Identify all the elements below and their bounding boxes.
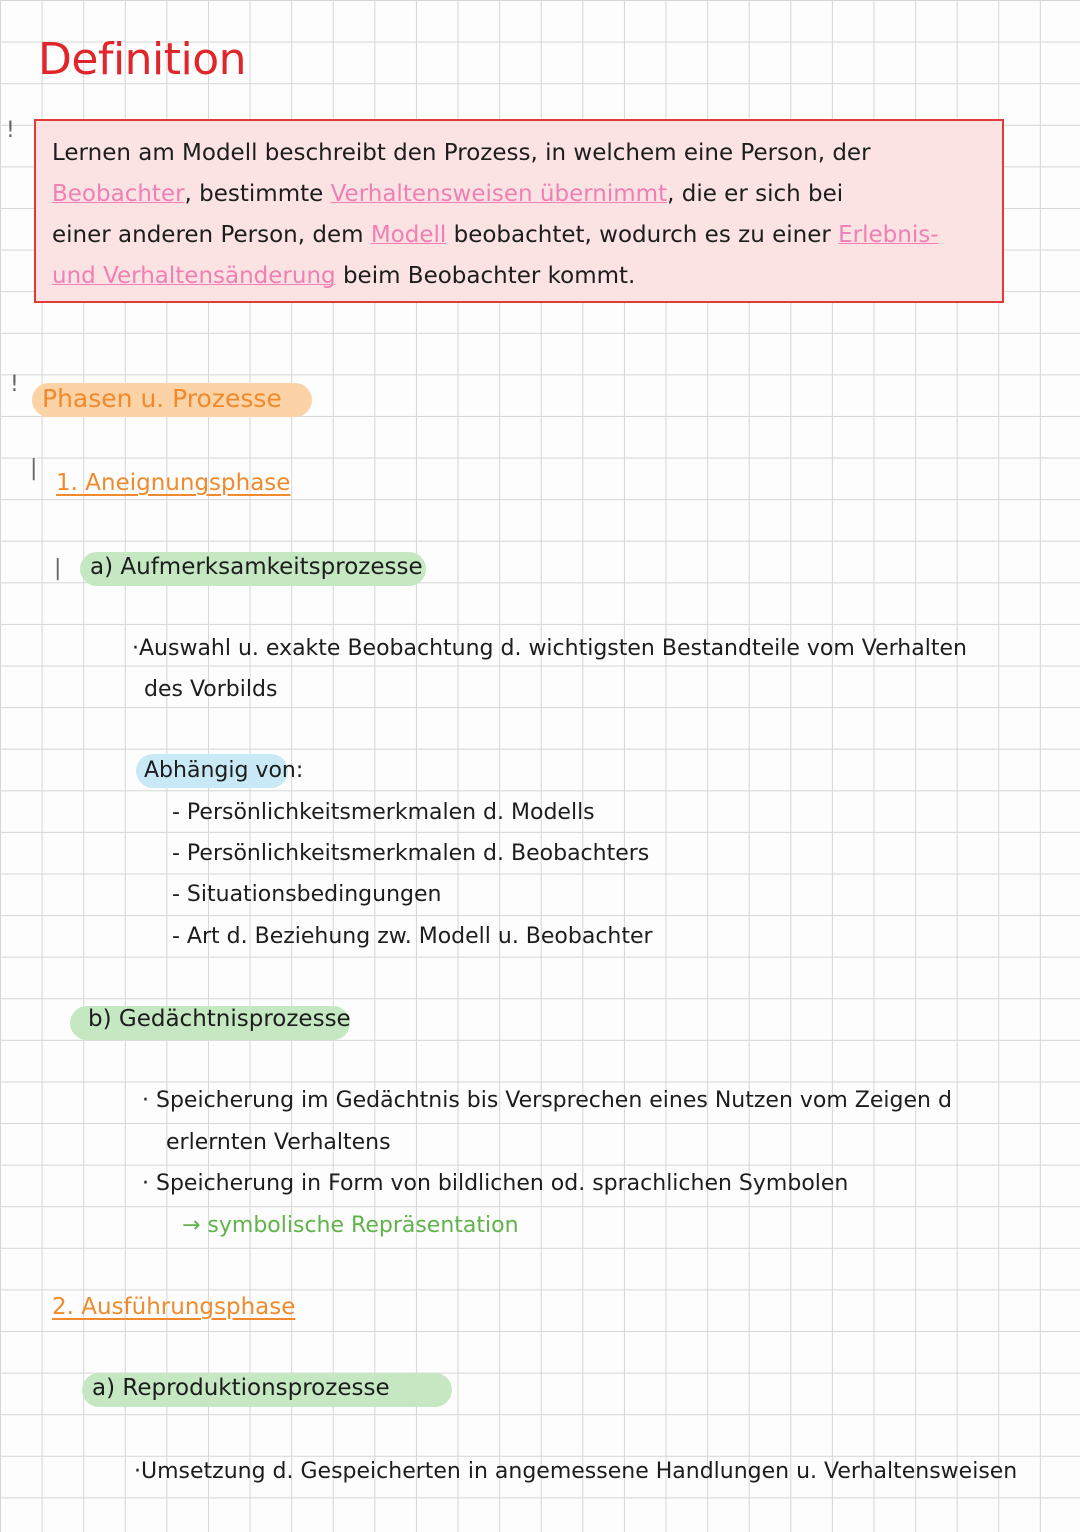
phase1-a-heading: a) Aufmerksamkeitsprozesse <box>90 554 423 580</box>
page-title: Definition <box>38 34 247 85</box>
phase2-a-heading: a) Reproduktionsprozesse <box>92 1375 390 1401</box>
definition-line-4 <box>52 263 635 289</box>
phase2-a-text-1: ·Umsetzung d. Gespeicherten in angemessene Handlungen u. Verhaltensweisen <box>134 1459 1018 1484</box>
term-modell: Modell <box>370 222 447 248</box>
definition-line-2 <box>52 181 843 207</box>
definition-line-3 <box>52 222 939 248</box>
phase1-b-text-1: · Speicherung im Gedächtnis bis Versprechen eines Nutzen vom Zeigen d <box>142 1088 952 1113</box>
depends-item-4: - Art d. Beziehung zw. Modell u. Beobachter <box>172 924 653 949</box>
margin-mark-4: | <box>54 556 62 581</box>
phase1-b-text-2: erlernten Verhaltens <box>166 1130 391 1155</box>
depends-heading: Abhängig von: <box>144 758 304 783</box>
definition-line-4-end: beim Beobachter kommt. <box>335 263 636 289</box>
phase2-heading: 2. Ausführungsphase <box>52 1294 296 1320</box>
term-beobachter: Beobachter <box>52 181 185 207</box>
phase1-heading: 1. Aneignungsphase <box>56 470 291 496</box>
phase1-a-text-2: des Vorbilds <box>144 677 278 702</box>
phase1-a-text-1: ·Auswahl u. exakte Beobachtung d. wichtigsten Bestandteile vom Verhalten <box>132 636 967 661</box>
term-verhaltensaenderung: und Verhaltensänderung <box>52 263 336 289</box>
depends-item-3: - Situationsbedingungen <box>172 882 442 907</box>
definition-line-2-mid: , bestimmte <box>184 181 331 207</box>
margin-mark-2: ! <box>10 372 19 397</box>
phase1-b-heading: b) Gedächtnisprozesse <box>88 1006 351 1032</box>
depends-item-1: - Persönlichkeitsmerkmalen d. Modells <box>172 800 595 825</box>
definition-line-2-end: , die er sich bei <box>667 181 844 207</box>
margin-mark-1: ! <box>6 118 15 143</box>
definition-line-3-start: einer anderen Person, dem <box>52 222 371 248</box>
phase1-b-arrow: → symbolische Repräsentation <box>182 1213 519 1238</box>
margin-mark-3: | <box>30 456 38 481</box>
definition-line-3-mid: beobachtet, wodurch es zu einer <box>446 222 839 248</box>
phase1-b-text-3: · Speicherung in Form von bildlichen od. sprachlichen Symbolen <box>142 1171 849 1196</box>
definition-line-1: Lernen am Modell beschreibt den Prozess, in welchem eine Person, der <box>52 140 871 166</box>
depends-item-2: - Persönlichkeitsmerkmalen d. Beobachters <box>172 841 650 866</box>
term-verhaltensweisen: Verhaltensweisen übernimmt <box>330 181 668 207</box>
section-heading: Phasen u. Prozesse <box>42 384 282 413</box>
term-erlebnis: Erlebnis- <box>838 222 939 248</box>
